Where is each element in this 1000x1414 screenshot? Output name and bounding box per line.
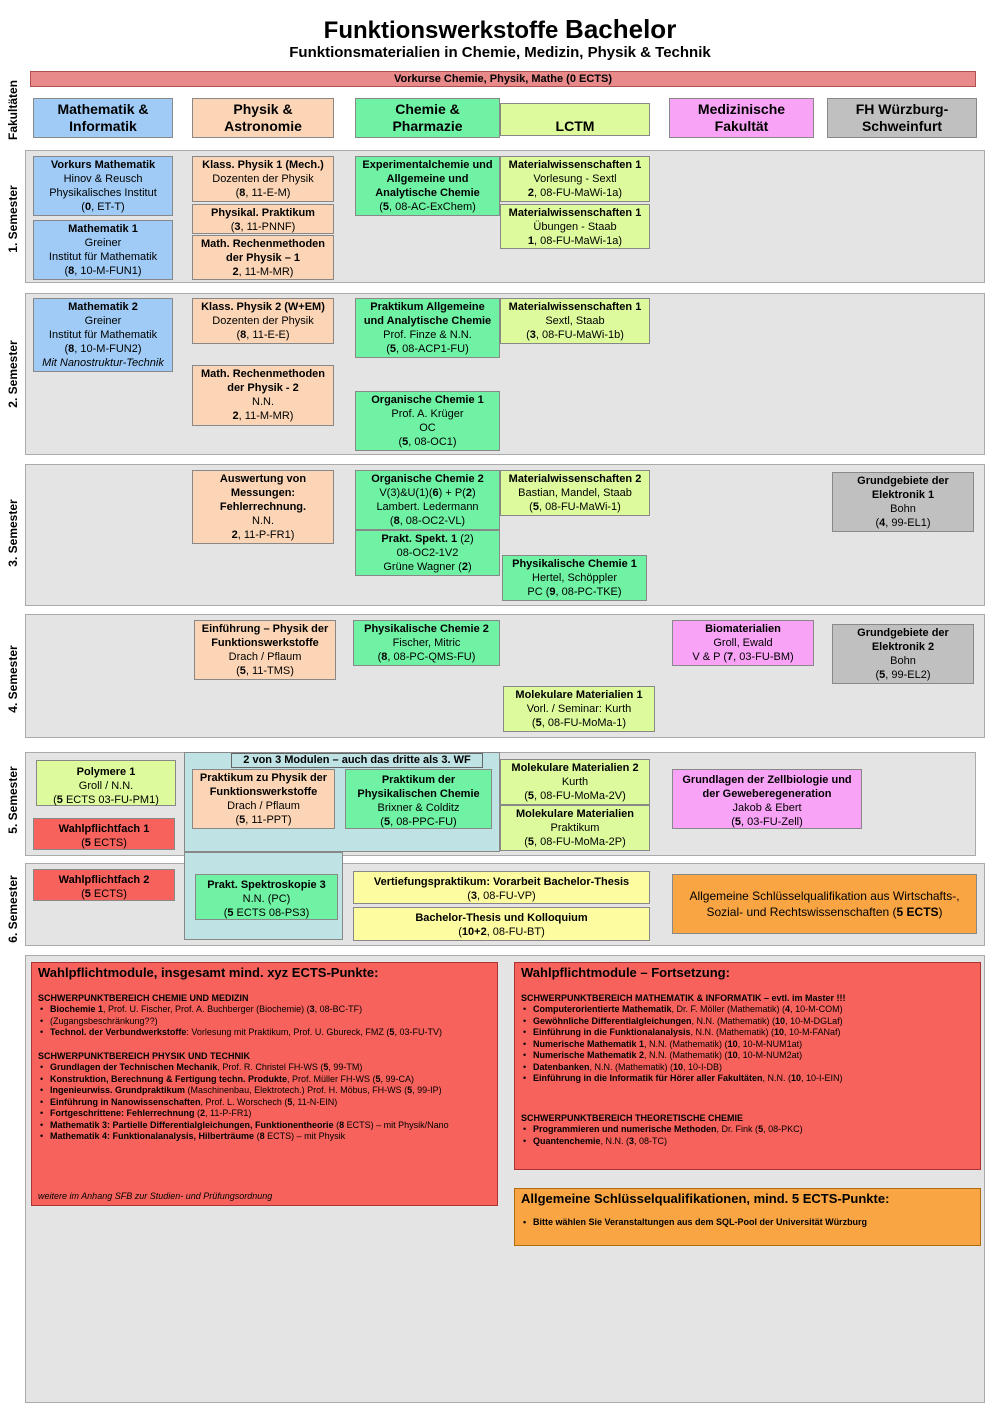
schluesselqualifikationen-title: Allgemeine Schlüsselqualifikationen, mind. 5 ECTS-Punkte: [521,1191,890,1206]
label-sem4: 4. Semester [6,645,20,713]
module-praktikum-physik-fw: Praktikum zu Physik der Funktionswerkstoffe Drach / Pflaum (5, 11-PPT) [192,769,335,829]
module-polymere-1: Polymere 1 Groll / N.N. (5 ECTS 03-FU-PM1) [36,760,176,806]
module-rechenmethoden-2: Math. Rechenmethoden der Physik - 2 N.N. 2, 11-M-MR) [192,365,334,426]
wahlpflicht-title: Wahlpflichtmodule, insgesamt mind. xyz ECTS-Punkte: [38,965,379,980]
section-physik-technik: SCHWERPUNKTBEREICH PHYSIK UND TECHNIK [38,1050,251,1061]
module-vorkurs-mathematik: Vorkurs Mathematik Hinov & Reusch Physikalisches Institut (0, ET-T) [33,156,173,216]
module-klass-physik-1: Klass. Physik 1 (Mech.) Dozenten der Physik (8, 11-E-M) [192,156,334,202]
list-item: • Fortgeschrittene: Fehlerrechnung (2, 11-P-FR1) [38,1108,491,1120]
list-chemie-medizin [38,1004,491,1039]
faculty-med: Medizinische Fakultät [669,98,814,138]
module-materialwissenschaften-1a-vorlesung: Materialwissenschaften 1 Vorlesung - Sextl 2, 08-FU-MaWi-1a) [500,156,650,202]
label-sem1: 1. Semester [6,185,20,253]
list-item: • Bitte wählen Sie Veranstaltungen aus dem SQL-Pool der Universität Würzburg [521,1217,974,1229]
vorkurse-bar: Vorkurse Chemie, Physik, Mathe (0 ECTS) [30,71,976,87]
list-item: • Einführung in die Funktionalanalysis, N.N. (Mathematik) (10, 10-M-FANaf) [521,1027,974,1039]
list-item: • Grundlagen der Technischen Mechanik, Prof. R. Christel FH-WS (5, 99-TM) [38,1062,491,1074]
list-item: • Technol. der Verbundwerkstoffe: Vorlesung mit Praktikum, Prof. U. Gbureck, FMZ (5, 03-FU-TV) [38,1027,491,1039]
list-item: • Mathematik 4: Funktionalanalysis, Hilberträume (8 ECTS) – mit Physik [38,1131,491,1143]
schluesselqualifikationen-list [521,1217,974,1229]
page-title: Funktionswerkstoffe Bachelor [323,14,677,44]
list-physik-technik [38,1062,491,1143]
label-fakultaeten: Fakultäten [6,80,20,141]
label-sem2: 2. Semester [6,340,20,408]
list-item: • Computerorientierte Mathematik, Dr. F. Möller (Mathematik) (4, 10-M-COM) [521,1004,974,1016]
list-item: • Numerische Mathematik 1, N.N. (Mathematik) (10, 10-M-NUM1at) [521,1039,974,1051]
module-schluesselqualifikation: Allgemeine Schlüsselqualifikation aus Wirtschafts-, Sozial- und Rechtswissenschaften (5 ECTS) [672,874,977,934]
module-prakt-spekt-1: Prakt. Spekt. 1 (2) 08-OC2-1V2 Grüne Wagner (2) [355,530,500,576]
faculty-chem: Chemie & Pharmazie [355,98,500,138]
faculty-phys: Physik & Astronomie [192,98,334,138]
module-fehlerrechnung: Auswertung von Messungen: Fehlerrechnung. N.N. 2, 11-P-FR1) [192,470,334,544]
module-wahlpflichtfach-2: Wahlpflichtfach 2 (5 ECTS) [33,869,175,901]
module-biomaterialien: Biomaterialien Groll, Ewald V & P (7, 03-FU-BM) [672,620,814,666]
label-sem5: 5. Semester [6,766,20,834]
schluesselqualifikationen-panel [514,1188,981,1246]
module-materialwissenschaften-1a-uebungen: Materialwissenschaften 1 Übungen - Staab 1, 08-FU-MaWi-1a) [500,204,650,249]
module-mathematik-1: Mathematik 1 Greiner Institut für Mathematik (8, 10-M-FUN1) [33,220,173,280]
section-chemie-medizin: SCHWERPUNKTBEREICH CHEMIE UND MEDIZIN [38,992,249,1003]
module-praktikum-ac: Praktikum Allgemeine und Analytische Chemie Prof. Finze & N.N. (5, 08-ACP1-FU) [355,298,500,358]
list-item: • Einführung in die Informatik für Hörer aller Fakultäten, N.N. (10, 10-I-EIN) [521,1073,974,1085]
wahlpflicht-fortsetzung-title: Wahlpflichtmodule – Fortsetzung: [521,965,730,980]
appendix-note: weitere im Anhang SFB zur Studien- und Prüfungsordnung [38,1191,273,1201]
faculty-lctm: LCTM [500,103,650,136]
module-materialwissenschaften-2: Materialwissenschaften 2 Bastian, Mandel, Staab (5, 08-FU-MaWi-1) [500,470,650,516]
faculty-fh: FH Würzburg- Schweinfurt [827,98,977,138]
module-molekulare-materialien-2: Molekulare Materialien 2 Kurth (5, 08-FU-MoMa-2V) [500,759,650,805]
list-item: • Quantenchemie, N.N. (3, 08-TC) [521,1136,974,1148]
module-elektronik-1: Grundgebiete der Elektronik 1 Bohn (4, 99-EL1) [832,472,974,532]
label-sem3: 3. Semester [6,499,20,567]
module-klass-physik-2: Klass. Physik 2 (W+EM) Dozenten der Physik (8, 11-E-E) [192,298,334,344]
module-organische-chemie-1: Organische Chemie 1 Prof. A. Krüger OC (5, 08-OC1) [355,391,500,451]
module-physikalische-chemie-2: Physikalische Chemie 2 Fischer, Mitric (8, 08-PC-QMS-FU) [353,620,500,666]
list-item-note: • (Zugangsbeschränkung??) [38,1016,491,1028]
page-subtitle: Funktionsmaterialien in Chemie, Medizin, Physik & Technik [289,44,711,61]
list-item: • Biochemie 1, Prof. U. Fischer, Prof. A. Buchberger (Biochemie) (3, 08-BC-TF) [38,1004,491,1016]
module-wahlpflichtfach-1: Wahlpflichtfach 1 (5 ECTS) [33,818,175,850]
module-prakt-spektroskopie-3: Prakt. Spektroskopie 3 N.N. (PC) (5 ECTS 08-PS3) [195,874,338,920]
label-sem6: 6. Semester [6,875,20,943]
section-theoretische-chemie: SCHWERPUNKTBEREICH THEORETISCHE CHEMIE [521,1112,744,1123]
module-praktikum-pc: Praktikum der Physikalischen Chemie Brixner & Colditz (5, 08-PPC-FU) [345,769,492,829]
module-experimentalchemie: Experimentalchemie und Allgemeine und Analytische Chemie (5, 08-AC-ExChem) [355,156,500,216]
list-item: • Konstruktion, Berechnung & Fertigung techn. Produkte, Prof. Müller FH-WS (5, 99-CA) [38,1074,491,1086]
module-elektronik-2: Grundgebiete der Elektronik 2 Bohn (5, 99-EL2) [832,624,974,684]
module-bachelor-thesis: Bachelor-Thesis und Kolloquium (10+2, 08-FU-BT) [353,907,650,941]
module-physikal-praktikum: Physikal. Praktikum (3, 11-PNNF) [192,204,334,234]
list-item: • Ingenieurwiss. Grundpraktikum (Maschinenbau, Elektrotech.) Prof. H. Möbus, FH-WS (5, 99-IP) [38,1085,491,1097]
choice-group-label: 2 von 3 Modulen – auch das dritte als 3. WF [231,753,483,768]
module-organische-chemie-2: Organische Chemie 2 V(3)&U(1)(6) + P(2) Lambert. Ledermann (8, 08-OC2-VL) [355,470,500,530]
list-item: • Programmieren und numerische Methoden, Dr. Fink (5, 08-PKC) [521,1124,974,1136]
list-item: • Numerische Mathematik 2, N.N. (Mathematik) (10, 10-M-NUM2at) [521,1050,974,1062]
list-theoretische-chemie [521,1124,974,1147]
section-mathematik-informatik: SCHWERPUNKTBEREICH MATHEMATIK & INFORMATIK – evtl. im Master !!! [521,992,846,1003]
module-vertiefungspraktikum: Vertiefungspraktikum: Vorarbeit Bachelor-Thesis (3, 08-FU-VP) [353,871,650,904]
module-mathematik-2: Mathematik 2 Greiner Institut für Mathematik (8, 10-M-FUN2) Mit Nanostruktur-Technik [33,298,173,372]
module-einfuehrung-physik-fw: Einführung – Physik der Funktionswerkstoffe Drach / Pflaum (5, 11-TMS) [194,620,336,680]
module-rechenmethoden-1: Math. Rechenmethoden der Physik – 1 2, 11-M-MR) [192,235,334,280]
list-mathematik-informatik [521,1004,974,1085]
module-physikalische-chemie-1: Physikalische Chemie 1 Hertel, Schöppler PC (9, 08-PC-TKE) [502,555,647,601]
module-molekulare-materialien-1: Molekulare Materialien 1 Vorl. / Seminar: Kurth (5, 08-FU-MoMa-1) [503,686,655,732]
module-materialwissenschaften-1b: Materialwissenschaften 1 Sextl, Staab (3, 08-FU-MaWi-1b) [500,298,650,344]
module-molekulare-materialien-praktikum: Molekulare Materialien Praktikum (5, 08-FU-MoMa-2P) [500,805,650,851]
list-item: • Mathematik 3: Partielle Differentialgleichungen, Funktionentheorie (8 ECTS) – mit Physik/Nano [38,1120,491,1132]
list-item: • Einführung in Nanowissenschaften, Prof. L. Worschech (5, 11-N-EIN) [38,1097,491,1109]
module-zellbiologie: Grundlagen der Zellbiologie und der Geweberegeneration Jakob & Ebert (5, 03-FU-Zell) [672,769,862,829]
list-item: • Gewöhnliche Differentialgleichungen, N.N. (Mathematik) (10, 10-M-DGLaf) [521,1016,974,1028]
wahlpflicht-panel [31,962,498,1206]
wahlpflicht-fortsetzung-panel [514,962,981,1170]
faculty-math: Mathematik & Informatik [33,98,173,138]
list-item: • Datenbanken, N.N. (Mathematik) (10, 10-I-DB) [521,1062,974,1074]
